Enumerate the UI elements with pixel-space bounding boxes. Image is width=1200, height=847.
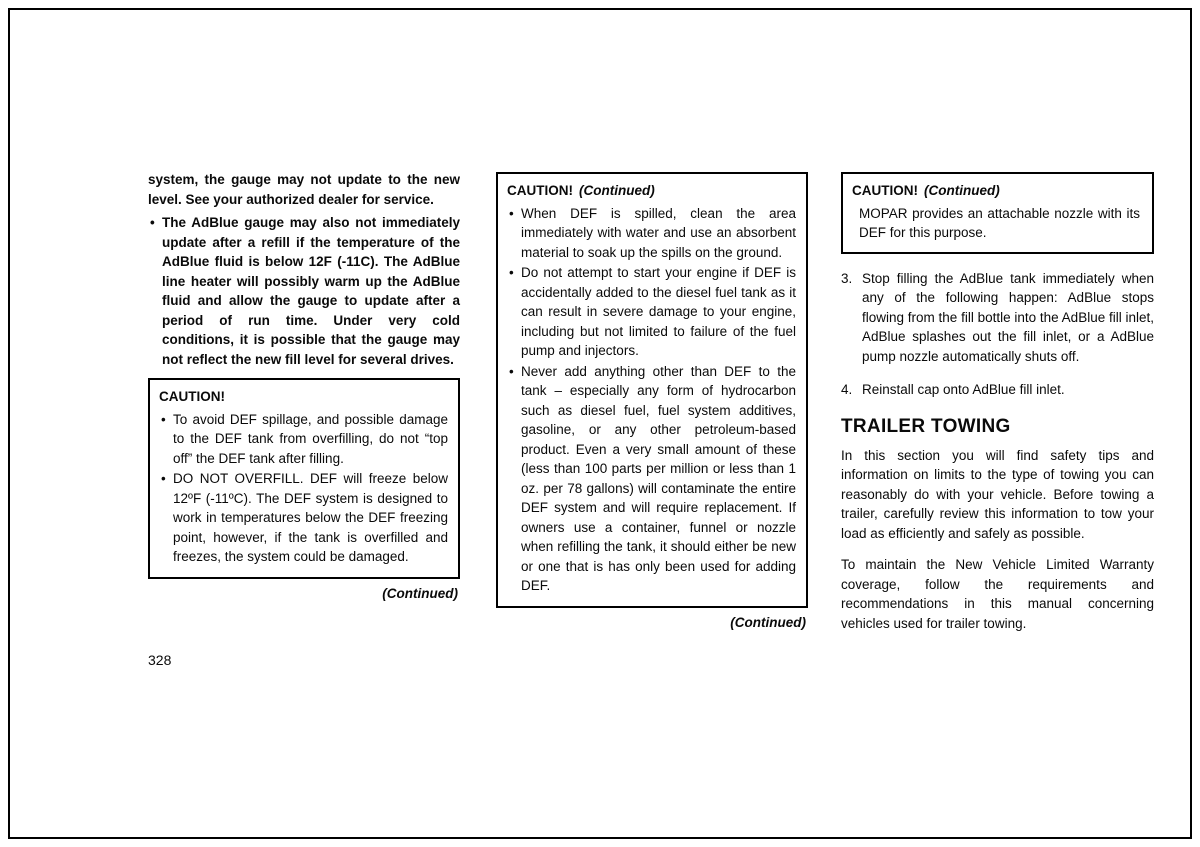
step-text: Stop filling the AdBlue tank immediately when any of the following happen: AdBlue stops flowing from the fill bottle into the AdBlue fill inlet, AdBlue splashes out the fill inlet, or a AdBlue pump nozzle automatically shuts off. (862, 270, 1154, 364)
caution-title-left (159, 387, 448, 407)
step-item (841, 380, 1154, 400)
caution-body: MOPAR provides an attachable nozzle with its DEF for this purpose. (859, 205, 1140, 240)
paragraph: To maintain the New Vehicle Limited Warranty coverage, follow the requirements and recommendations in this manual concerning vehicles used for trailer towing. (841, 557, 1154, 631)
caution-item: • Never add anything other than DEF to the tank – especially any form of hydrocarbon such as diesel fuel, fuel system additives, gasoline, or any other petroleum-based product. Even a very small amount of these (less than 100 parts per million or less than 1 oz. per 78 gallons) will contaminate the entire DEF system and will require replacement. If owners use a container, funnel or nozzle when refilling the tank, it should either be new or one that is has only been used for adding DEF. (507, 362, 796, 596)
step-list (841, 269, 1154, 400)
continued-label-left: (Continued) (382, 585, 458, 601)
page-number: 328 (148, 652, 172, 668)
caution-title-text: CAUTION! (507, 183, 573, 198)
caution-item: • DO NOT OVERFILL. DEF will freeze below 12ºF (-11ºC). The DEF system is designed to work in temperatures below the DEF freezing point, however, if the tank is overfilled and freezes, the system could be damaged. (159, 469, 448, 567)
section-heading-trailer-towing: TRAILER TOWING (841, 415, 1011, 437)
intro-paragraph: system, the gauge may not update to the new level. See your authorized dealer for service. (148, 172, 460, 207)
caution-title-right (852, 181, 1142, 201)
caution-item: • When DEF is spilled, clean the area immediately with water and use an absorbent material to soak up the spills on the ground. (507, 204, 796, 263)
step-text: Reinstall cap onto AdBlue fill inlet. (862, 382, 1065, 397)
continued-label-middle: (Continued) (730, 614, 806, 630)
caution-box-left (148, 378, 460, 579)
caution-box-middle (496, 172, 808, 608)
caution-item: • Do not attempt to start your engine if DEF is accidentally added to the diesel fuel tank as it can result in severe damage to your engine, including but not limited to failure of the fuel pump and injectors. (507, 263, 796, 361)
caution-item-list-left (159, 410, 448, 567)
caution-item-list-middle (507, 204, 796, 596)
step-item (841, 269, 1154, 367)
step-number: 3. (841, 270, 853, 286)
caution-title-text: CAUTION! (852, 183, 918, 198)
adblue-gauge-note: • The AdBlue gauge may also not immediately update after a refill if the temperature of the AdBlue fluid is below 12F (-11C). The AdBlue line heater will possibly warm up the AdBlue fluid and allow the gauge to update after a period of run time. Under very cold conditions, it is possible that the gauge may not reflect the new fill level for several drives. (148, 213, 460, 369)
column-left (148, 170, 460, 603)
caution-box-right (841, 172, 1154, 254)
caution-title-text: CAUTION! (159, 389, 225, 404)
column-middle (496, 172, 808, 632)
step-number: 4. (841, 382, 853, 397)
caution-item: • To avoid DEF spillage, and possible damage to the DEF tank from overfilling, do not “top off” the DEF tank after filling. (159, 410, 448, 469)
adblue-note-list (148, 213, 460, 369)
column-right (841, 172, 1154, 645)
paragraph: In this section you will find safety tips and information on limits to the type of towing you can reasonably do with your vehicle. Before towing a trailer, carefully review this information to tow your load as efficiently and safely as possible. (841, 447, 1154, 541)
caution-title-continued: (Continued) (579, 183, 655, 198)
caution-title-middle (507, 181, 796, 201)
caution-title-continued: (Continued) (924, 183, 1000, 198)
